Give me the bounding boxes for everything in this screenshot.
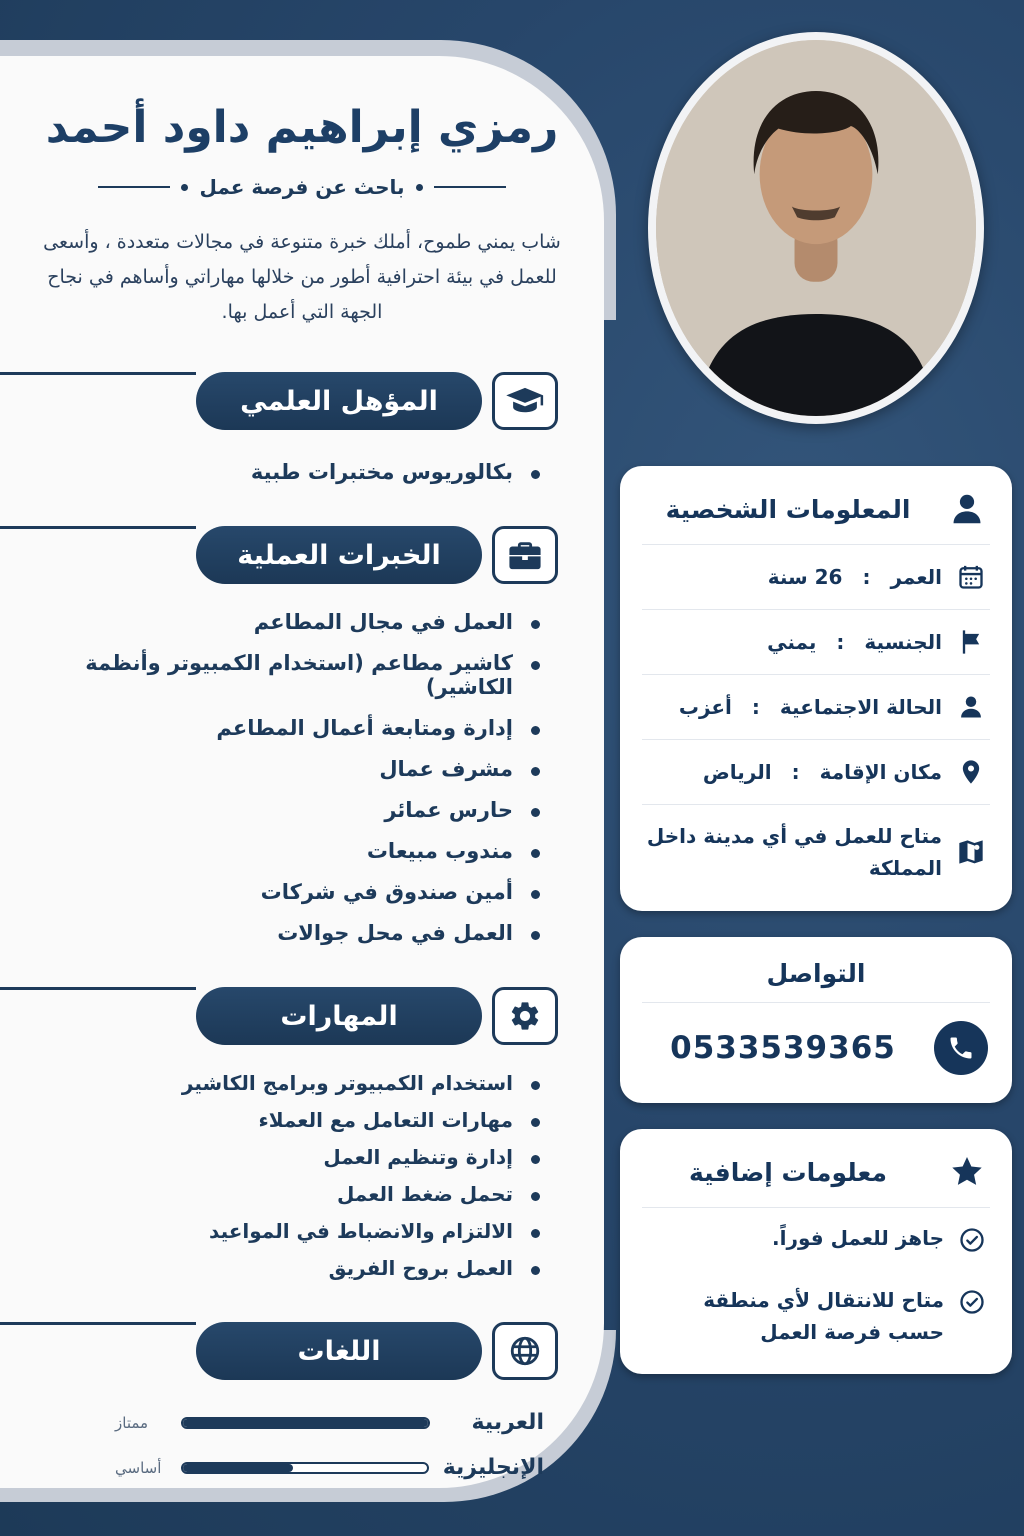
language-progress-track bbox=[181, 1462, 429, 1474]
flag-icon bbox=[954, 625, 988, 659]
main-panel bbox=[0, 56, 604, 1488]
list-item: إدارة وتنظيم العمل bbox=[40, 1145, 540, 1169]
info-value: أعزب bbox=[678, 695, 732, 719]
phone-row bbox=[642, 1003, 990, 1091]
section-header-languages bbox=[196, 1322, 558, 1380]
list-item: العمل بروح الفريق bbox=[40, 1256, 540, 1280]
section-languages bbox=[0, 1322, 604, 1480]
sidebar bbox=[620, 24, 1012, 1400]
language-progress-track bbox=[181, 1417, 430, 1429]
gear-icon bbox=[492, 987, 558, 1045]
separator: : bbox=[791, 760, 800, 784]
language-name: الإنجليزية bbox=[442, 1455, 544, 1481]
tagline bbox=[0, 175, 604, 199]
decorative-dot bbox=[416, 184, 423, 191]
check-circle-icon bbox=[956, 1286, 988, 1318]
extra-item-text: متاح للانتقال لأي منطقة حسب فرصة العمل bbox=[703, 1288, 944, 1344]
list-item: الالتزام والانضباط في المواعيد bbox=[40, 1219, 540, 1243]
info-value: 26 سنة bbox=[767, 565, 843, 589]
info-label: العمر bbox=[890, 565, 942, 589]
info-row-marital-status bbox=[642, 674, 990, 739]
phone-number: 0533539365 bbox=[670, 1030, 896, 1066]
user-icon bbox=[954, 690, 988, 724]
section-title-languages: اللغات bbox=[196, 1322, 482, 1380]
list-item: حارس عمائر bbox=[40, 798, 540, 822]
separator: : bbox=[751, 695, 760, 719]
section-title-education: المؤهل العلمي bbox=[196, 372, 482, 430]
star-icon bbox=[946, 1151, 988, 1193]
separator: : bbox=[836, 630, 845, 654]
section-title-skills: المهارات bbox=[196, 987, 482, 1045]
contact-card bbox=[620, 937, 1012, 1103]
list-item: العمل في مجال المطاعم bbox=[40, 610, 540, 634]
experience-list bbox=[40, 610, 540, 945]
graduation-cap-icon bbox=[492, 372, 558, 430]
candidate-name: رمزي إبراهيم داود أحمد bbox=[45, 102, 559, 153]
info-label: الحالة الاجتماعية bbox=[779, 695, 942, 719]
extra-item-relocation bbox=[642, 1270, 990, 1362]
language-row-arabic bbox=[115, 1410, 544, 1435]
info-row-availability bbox=[642, 804, 990, 899]
bio-paragraph: شاب يمني طموح، أملك خبرة متنوعة في مجالات متعددة ، وأسعى للعمل في بيئة احترافية أطور من خلالها مهاراتي وأساهم في نجاح الجهة التي أعمل بها. bbox=[43, 231, 561, 324]
language-level-label: ممتاز bbox=[115, 1413, 149, 1432]
decorative-line bbox=[434, 186, 506, 188]
section-experience bbox=[0, 526, 604, 945]
separator: : bbox=[862, 565, 871, 589]
section-skills bbox=[0, 987, 604, 1280]
extra-item-text: جاهز للعمل فوراً. bbox=[772, 1226, 944, 1250]
calendar-icon bbox=[954, 560, 988, 594]
profile-photo bbox=[648, 32, 984, 424]
section-title-experience: الخبرات العملية bbox=[196, 526, 482, 584]
list-item: كاشير مطاعم (استخدام الكمبيوتر وأنظمة الكاشير) bbox=[40, 651, 540, 699]
list-item: بكالوريوس مختبرات طبية bbox=[40, 460, 540, 484]
info-label: الجنسية bbox=[864, 630, 942, 654]
additional-info-card bbox=[620, 1129, 1012, 1374]
info-row-nationality bbox=[642, 609, 990, 674]
personal-info-title: المعلومات الشخصية bbox=[665, 494, 911, 524]
language-progress-fill bbox=[183, 1464, 293, 1472]
decorative-dot bbox=[181, 184, 188, 191]
section-header-experience bbox=[196, 526, 558, 584]
additional-info-title: معلومات إضافية bbox=[688, 1157, 887, 1187]
language-progress-fill bbox=[183, 1419, 428, 1427]
education-list bbox=[40, 460, 540, 484]
globe-icon bbox=[492, 1322, 558, 1380]
check-circle-icon bbox=[956, 1224, 988, 1256]
decorative-line bbox=[98, 186, 170, 188]
location-pin-icon bbox=[954, 755, 988, 789]
phone-icon bbox=[934, 1021, 988, 1075]
info-value: الرياض bbox=[702, 760, 772, 784]
user-icon bbox=[946, 488, 988, 530]
list-item: مندوب مبيعات bbox=[40, 839, 540, 863]
extra-item-ready bbox=[642, 1208, 990, 1270]
map-icon bbox=[954, 835, 988, 869]
language-level-label: أساسي bbox=[115, 1458, 162, 1477]
list-item: مشرف عمال bbox=[40, 757, 540, 781]
list-item: العمل في محل جوالات bbox=[40, 921, 540, 945]
contact-header bbox=[642, 953, 990, 1003]
list-item: تحمل ضغط العمل bbox=[40, 1182, 540, 1206]
section-header-education bbox=[196, 372, 558, 430]
contact-title: التواصل bbox=[766, 959, 866, 988]
languages-list bbox=[115, 1410, 544, 1480]
list-item: مهارات التعامل مع العملاء bbox=[40, 1108, 540, 1132]
info-label: مكان الإقامة bbox=[819, 760, 942, 784]
tagline-text: باحث عن فرصة عمل bbox=[199, 175, 405, 199]
language-name: العربية bbox=[471, 1410, 544, 1436]
section-header-skills bbox=[196, 987, 558, 1045]
additional-info-header bbox=[642, 1145, 990, 1208]
list-item: أمين صندوق في شركات bbox=[40, 880, 540, 904]
personal-info-header bbox=[642, 482, 990, 544]
skills-list bbox=[40, 1071, 540, 1280]
language-row-english bbox=[115, 1455, 544, 1480]
briefcase-icon bbox=[492, 526, 558, 584]
info-value: يمني bbox=[767, 630, 817, 654]
info-row-age bbox=[642, 544, 990, 609]
section-education bbox=[0, 372, 604, 484]
list-item: استخدام الكمبيوتر وبرامج الكاشير bbox=[40, 1071, 540, 1095]
personal-info-card bbox=[620, 466, 1012, 911]
list-item: إدارة ومتابعة أعمال المطاعم bbox=[40, 716, 540, 740]
info-value: متاح للعمل في أي مدينة داخل المملكة bbox=[646, 824, 942, 880]
info-row-residence bbox=[642, 739, 990, 804]
